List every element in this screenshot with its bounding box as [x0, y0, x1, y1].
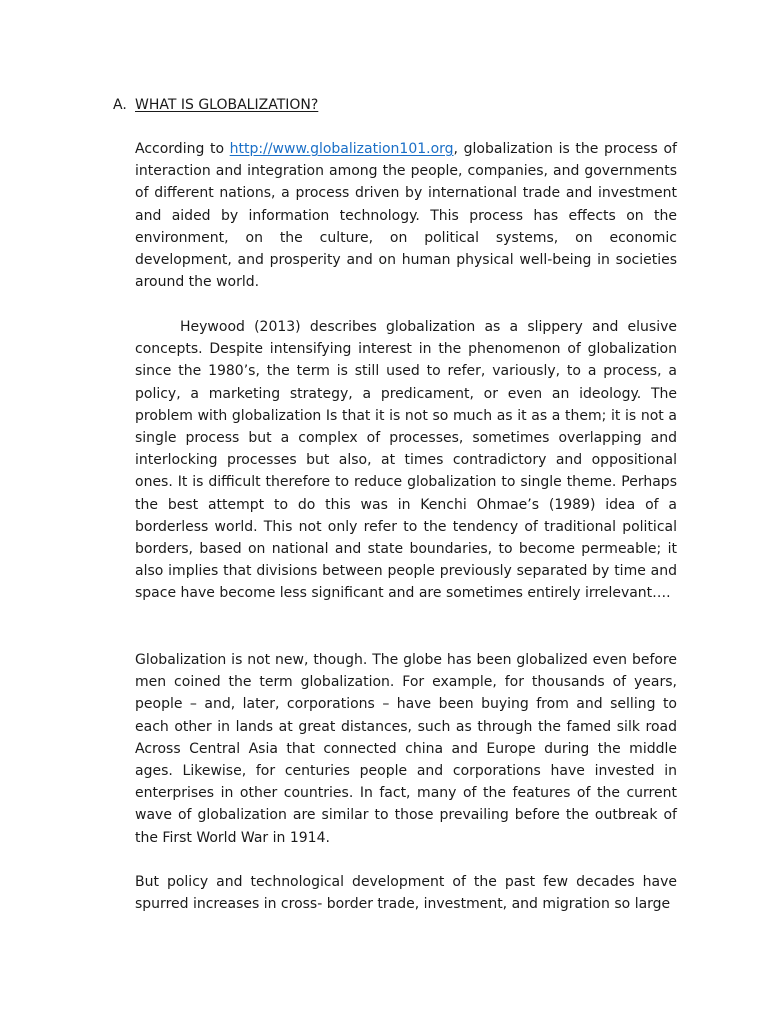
- paragraph-definition-intro: According to: [135, 141, 230, 157]
- paragraph-definition-body: , globalization is the process of interaction and integration among the people, companies, and governments of different nations, a process driven by international trade and investment and aided by information technology. This process has effects on the environment, on the culture, on political systems, on economic development, and prosperity and on human physical well-being in societies around the world.: [135, 141, 677, 291]
- paragraph-definition: [135, 138, 677, 293]
- section-heading: [113, 95, 318, 115]
- section-title: WHAT IS GLOBALIZATION?: [135, 97, 319, 113]
- globalization101-link[interactable]: http://www.globalization101.org: [229, 141, 454, 157]
- section-marker: A.: [113, 97, 127, 113]
- paragraph-policy: But policy and technological development of the past few decades have spurred increases in cross- border trade, investment, and migration so large: [135, 874, 677, 913]
- paragraph-heywood: Heywood (2013) describes globalization as a slippery and elusive concepts. Despite intensifying interest in the phenomenon of globalization since the 1980’s, the term is still used to refer, variously, to a process, a policy, a marketing strategy, a predicament, or even an ideology. The problem with globalization Is that it is not so much as it as a them; it is not a single process but a complex of processes, sometimes overlapping and interlocking processes but also, at times contradictory and oppositional ones. It is difficult therefore to reduce globalization to single theme. Perhaps the best attempt to do this was in Kenchi Ohmae’s (1989) idea of a borderless world. This not only refer to the tendency of traditional political borders, based on national and state boundaries, to become permeable; it also implies that divisions between people previously separated by time and space have become less significant and are sometimes entirely irrelevant….: [135, 319, 677, 602]
- paragraph-history: Globalization is not new, though. The globe has been globalized even before men coined the term globalization. For example, for thousands of years, people – and, later, corporations – have been buying from and selling to each other in lands at great distances, such as through the famed silk road Across Central Asia that connected china and Europe during the middle ages. Likewise, for centuries people and corporations have invested in enterprises in other countries. In fact, many of the features of the current wave of globalization are similar to those prevailing before the outbreak of the First World War in 1914.: [135, 652, 677, 846]
